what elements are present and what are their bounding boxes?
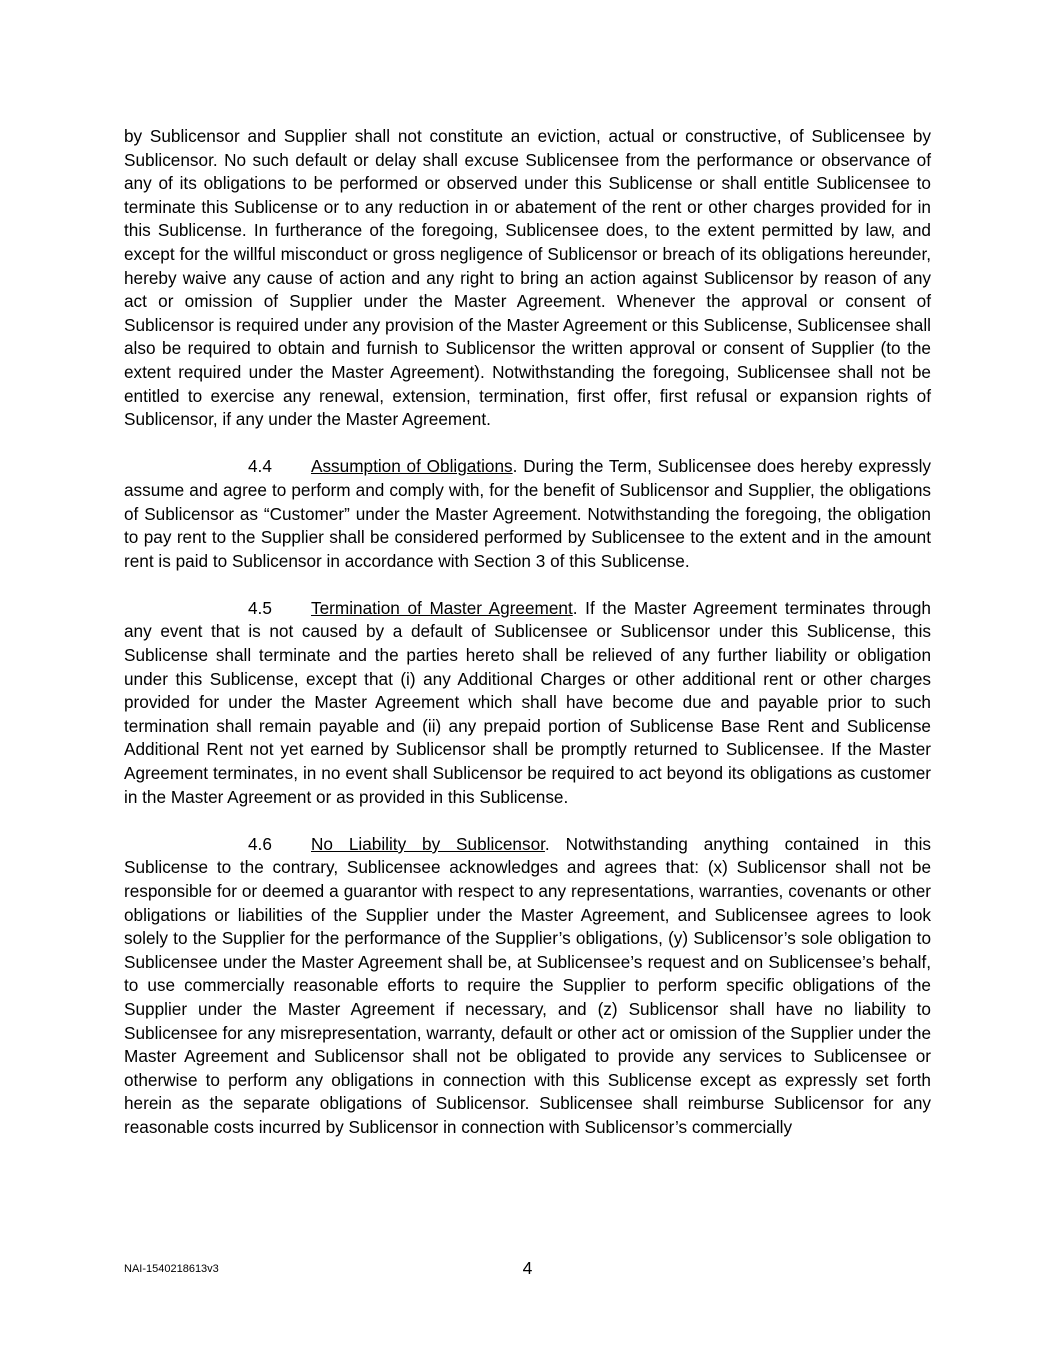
section-4-4 [124,455,931,573]
section-4-5 [124,597,931,809]
section-4-6 [124,833,931,1140]
section-heading: Termination of Master Agreement [311,597,573,618]
section-number: 4.6 [248,833,272,854]
section-body: . Notwithstanding anything contained in this Sublicense to the contrary, Sublicensee acknowledges and agrees that: (x) Sublicensor shall not be responsible for or deemed a guarantor with respect to any representations, warranties, covenants or other obligations or liabilities of the Supplier under the Master Agreement, and Sublicensee agrees to look solely to the Supplier for the performance of the Supplier’s obligations, (y) Sublicensor’s sole obligation to Sublicensee under the Master Agreement shall be, at Sublicensee’s request and on Sublicensee’s behalf, to use commercially reasonable efforts to require the Supplier to perform specific obligations of the Supplier under the Master Agreement if necessary, and (z) Sublicensor shall have no liability to Sublicensee for any misrepresentation, warranty, default or other act or omission of the Supplier under the Master Agreement and Sublicensor shall not be obligated to provide any services to Sublicensee or otherwise to perform any obligations in connection with this Sublicense except as expressly set forth herein as the separate obligations of Sublicensor. Sublicensee shall reimburse Sublicensor for any reasonable costs incurred by Sublicensor in connection with Sublicensor’s commercially [124,833,931,1137]
section-number: 4.5 [248,597,272,618]
section-body: . If the Master Agreement terminates through any event that is not caused by a default of Sublicensee or Sublicensor under this Sublicense, this Sublicense shall terminate and the parties hereto shall be relieved of any further liability or obligation under this Sublicense, except that (i) any Additional Charges or other additional rent or other charges provided for under the Master Agreement which shall have become due and payable prior to such termination shall remain payable and (ii) any prepaid portion of Sublicense Base Rent and Sublicense Additional Rent not yet earned by Sublicensor shall be promptly returned to Sublicensee. If the Master Agreement terminates, in no event shall Sublicensor be required to act beyond its obligations as customer in the Master Agreement or as provided in this Sublicense. [124,597,931,807]
page-number: 4 [522,1258,533,1278]
continuation-paragraph: by Sublicensor and Supplier shall not constitute an eviction, actual or constructive, of Sublicensee by Sublicensor. No such default or delay shall excuse Sublicensee from the performance or observance of any of its obligations to be performed or observed under this Sublicense or shall entitle Sublicensee to terminate this Sublicense or to any reduction in or abatement of the rent or other charges provided for in this Sublicense. In furtherance of the foregoing, Sublicensee does, to the extent permitted by law, and except for the willful misconduct or gross negligence of Sublicensor or breach of its obligations hereunder, hereby waive any cause of action and any right to bring an action against Sublicensor by reason of any act or omission of Supplier under the Master Agreement. Whenever the approval or consent of Sublicensor is required under any provision of the Master Agreement or this Sublicense, Sublicensee shall also be required to obtain and furnish to Sublicensor the written approval or consent of Supplier (to the extent required under the Master Agreement). Notwithstanding the foregoing, Sublicensee shall not be entitled to exercise any renewal, extension, termination, first offer, first refusal or expansion rights of Sublicensor, if any under the Master Agreement. [124,126,931,430]
section-number: 4.4 [248,456,272,477]
document-id: NAI-1540218613v3 [124,1263,219,1275]
document-body [124,125,931,1163]
section-heading: Assumption of Obligations [311,456,513,477]
section-body: . During the Term, Sublicensee does hereby expressly assume and agree to perform and comply with, for the benefit of Sublicensor and Supplier, the obligations of Sublicensor as “Customer” under the Master Agreement. Notwithstanding the foregoing, the obligation to pay rent to the Supplier shall be considered performed by Sublicensee to the extent and in the amount rent is paid to Sublicensor in accordance with Section 3 of this Sublicense. [124,456,931,571]
section-heading: No Liability by Sublicensor [311,833,545,854]
